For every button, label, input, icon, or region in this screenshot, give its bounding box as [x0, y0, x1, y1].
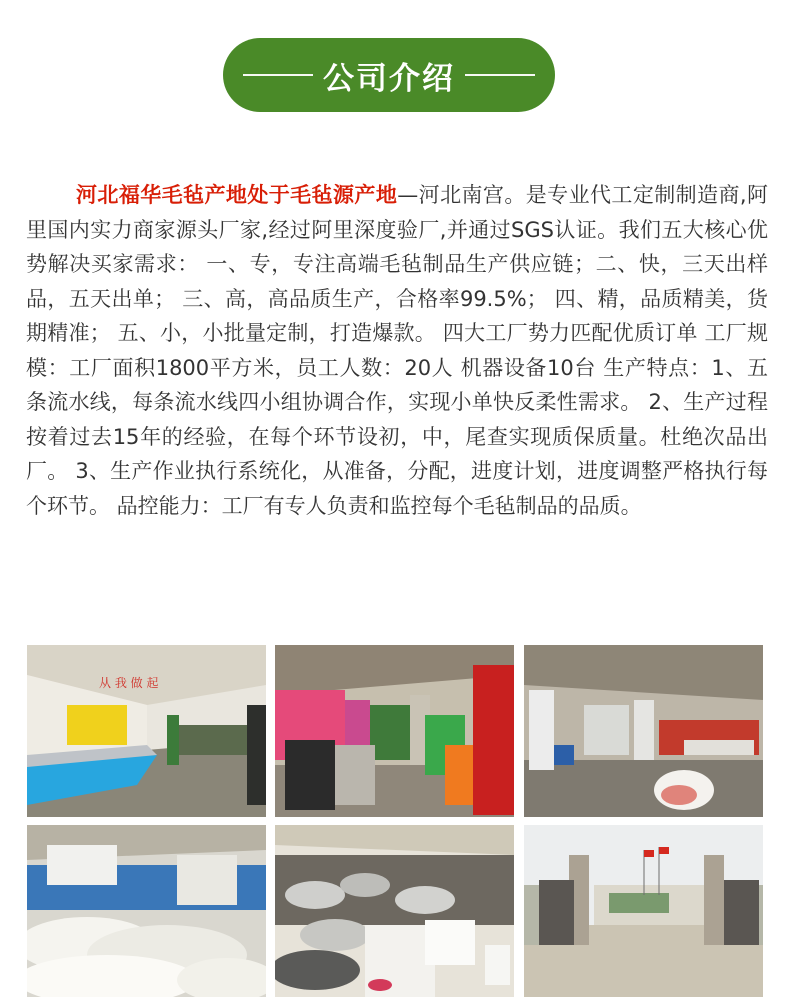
- title-left-rule: [243, 74, 313, 76]
- title-right-rule: [465, 74, 535, 76]
- factory-gate-photo: [524, 825, 763, 997]
- felt-rolls-warehouse-photo: [275, 645, 514, 817]
- production-machines-photo: [524, 645, 763, 817]
- intro-body: —河北南宫。是专业代工定制制造商,阿里国内实力商家源头厂家,经过阿里深度验厂,并通过SGS认证。我们五大核心优势解决买家需求： 一、专，专注高端毛毡制品生产供应链；二、快，三天出样品，五天出单； 三、高，高品质生产，合格率99.5%； 四、精，品质精美，货期精准； 五、小，小批量定制，打造爆款。 四大工厂势力匹配优质订单 工厂规模：工厂面积1800平方米，员工人数：20人 机器设备10台 生产特点：1、五条流水线，每条流水线四小组协调合作，实现小单快反柔性需求。 2、生产过程按着过去15年的经验，在每个环节设初，中，尾查实现质保质量。杜绝次品出厂。 3、生产作业执行系统化，从准备，分配，进度计划，进度调整严格执行每个环节。 品控能力：工厂有专人负责和监控每个毛毡制品的品质。: [26, 183, 768, 518]
- sewing-workshop-photo: [275, 825, 514, 997]
- company-intro-paragraph: [26, 178, 768, 523]
- intro-highlight: 河北福华毛毡产地处于毛毡源产地: [76, 183, 398, 207]
- factory-photo-grid: [27, 645, 763, 997]
- white-felt-rolls-photo: [27, 825, 266, 997]
- section-title: 公司介绍: [323, 60, 455, 97]
- workshop-wall-sign: 从 我 做 起: [99, 676, 159, 690]
- workshop-cutting-tables-photo: [27, 645, 266, 817]
- section-title-banner: [223, 38, 555, 112]
